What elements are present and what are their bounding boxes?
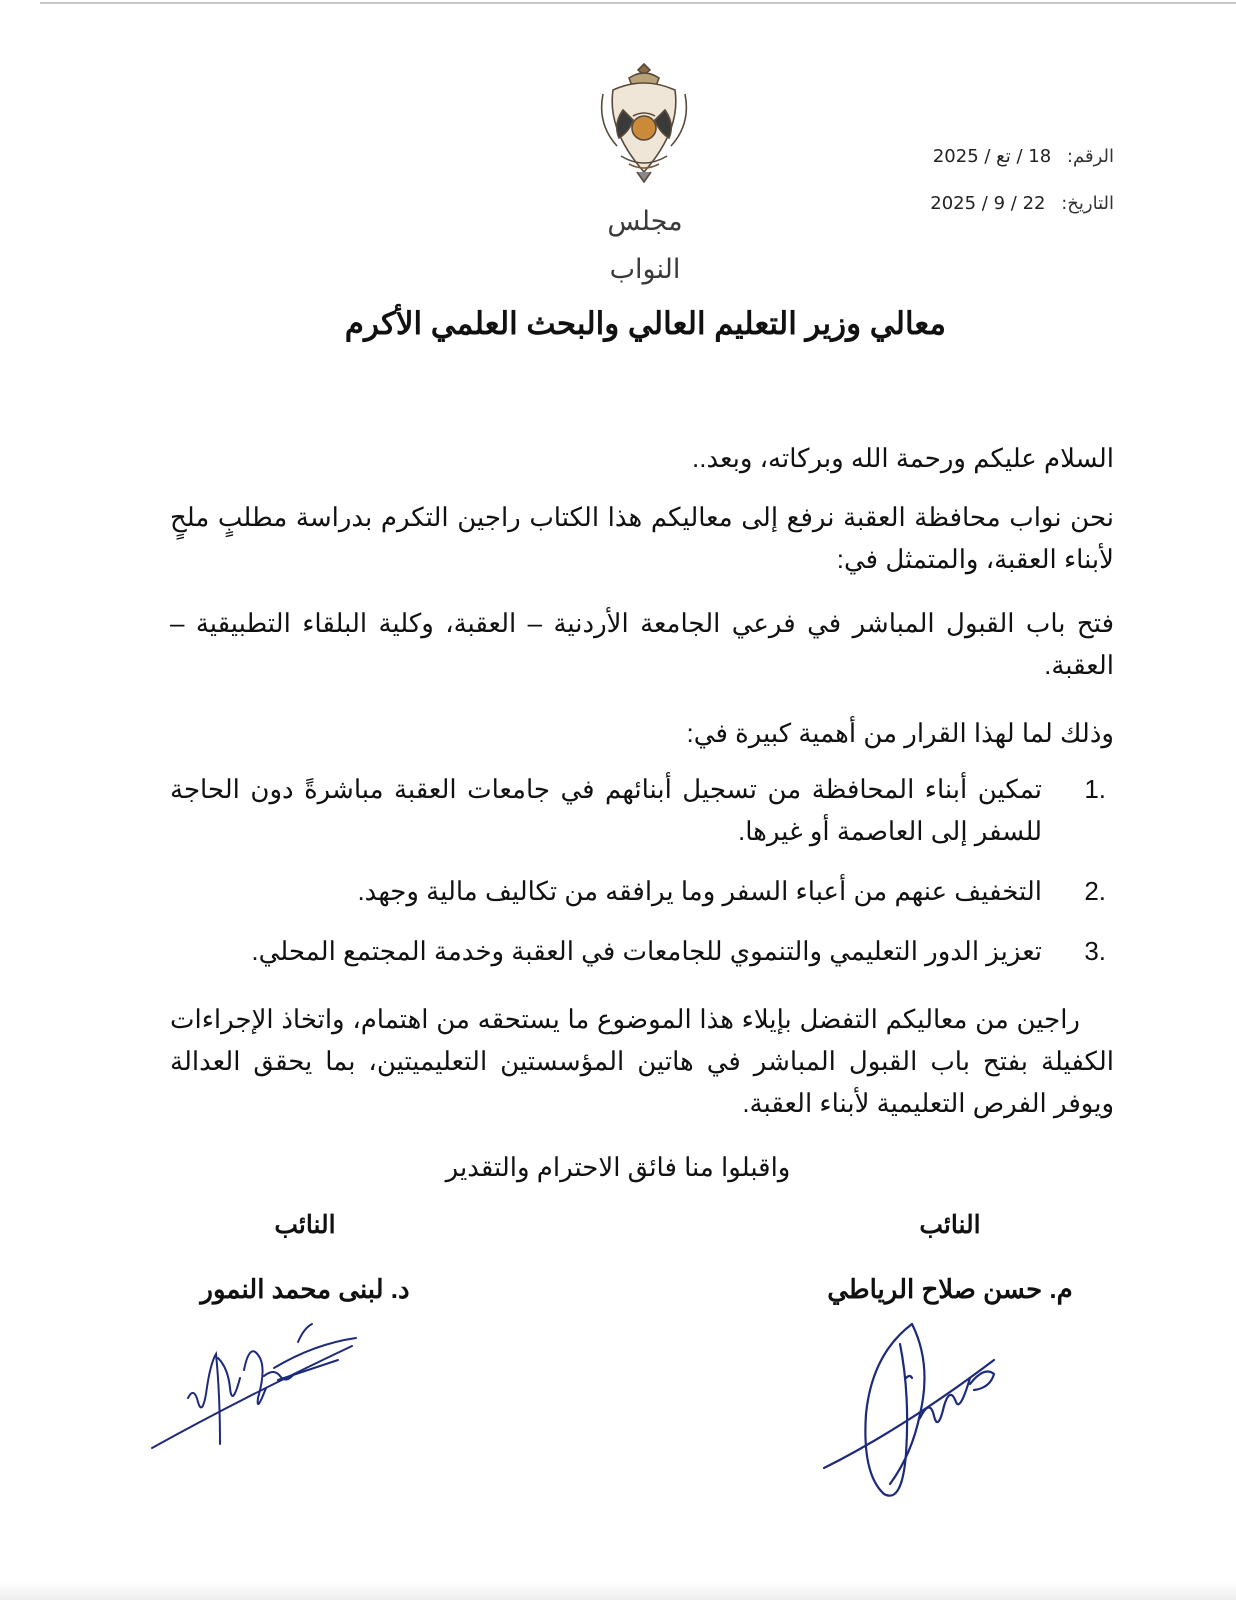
- reason-intro-line: وذلك لما لهذا القرار من أهمية كبيرة في:: [686, 718, 1114, 748]
- parliament-logo-text: مجلس النواب: [607, 206, 683, 285]
- scan-bottom-shade: [0, 1582, 1236, 1600]
- intro-paragraph: نحن نواب محافظة العقبة نرفع إلى معاليكم هذا الكتاب راجين التكرم بدراسة مطلبٍ ملحٍ لأبناء العقبة، والمتمثل في:: [170, 502, 1114, 574]
- points-list: [170, 768, 1114, 972]
- list-item-text: التخفيف عنهم من أعباء السفر وما يرافقه من تكاليف مالية وجهد.: [357, 876, 1042, 906]
- list-item-number: 2.: [1084, 876, 1106, 906]
- closing-paragraph: راجين من معاليكم التفضل بإيلاء هذا الموضوع ما يستحقه من اهتمام، واتخاذ الإجراءات الكفيلة بفتح باب القبول المباشر في هاتين المؤسستين التعليميتين، بما يحقق العدالة ويوفر الفرص التعليمية لأبناء العقبة.: [170, 1004, 1114, 1118]
- signatory-left: [175, 1210, 435, 1305]
- signatory-name: د. لبنى محمد النمور: [200, 1274, 410, 1304]
- date-value: 22 / 9 / 2025: [930, 193, 1046, 214]
- letter-date: [930, 193, 1114, 214]
- signatory-title: النائب: [919, 1211, 981, 1239]
- list-item-text: تعزيز الدور التعليمي والتنموي للجامعات في العقبة وخدمة المجتمع المحلي.: [251, 936, 1042, 966]
- addressee-heading: معالي وزير التعليم العالي والبحث العلمي الأكرم: [344, 306, 946, 341]
- signatory-right: [800, 1210, 1100, 1305]
- scan-edge-line: [40, 2, 1236, 4]
- regards-line: واقبلوا منا فائق الاحترام والتقدير: [445, 1152, 791, 1182]
- greeting-line: السلام عليكم ورحمة الله وبركاته، وبعد..: [692, 443, 1114, 473]
- list-item-number: 3.: [1084, 936, 1106, 966]
- date-label: التاريخ:: [1061, 193, 1114, 214]
- coat-of-arms-emblem: [593, 60, 695, 190]
- reference-label: الرقم:: [1066, 146, 1114, 167]
- reference-number: [933, 146, 1114, 167]
- handwritten-signature-left: [148, 1318, 358, 1458]
- request-paragraph: فتح باب القبول المباشر في فرعي الجامعة الأردنية – العقبة، وكلية البلقاء التطبيقية – العقبة.: [170, 608, 1114, 680]
- reference-value: 18 / تع / 2025: [932, 146, 1052, 167]
- list-item-number: 1.: [1084, 774, 1106, 804]
- signatory-title: النائب: [274, 1211, 336, 1239]
- list-item-text: تمكين أبناء المحافظة من تسجيل أبنائهم في جامعات العقبة مباشرةً دون الحاجة للسفر إلى العاصمة أو غيرها.: [170, 774, 1042, 846]
- list-item: [170, 930, 1114, 972]
- list-item: [170, 768, 1114, 852]
- signatory-name: م. حسن صلاح الرياطي: [827, 1274, 1073, 1304]
- list-item: [170, 870, 1114, 912]
- handwritten-signature-right: [820, 1318, 1010, 1508]
